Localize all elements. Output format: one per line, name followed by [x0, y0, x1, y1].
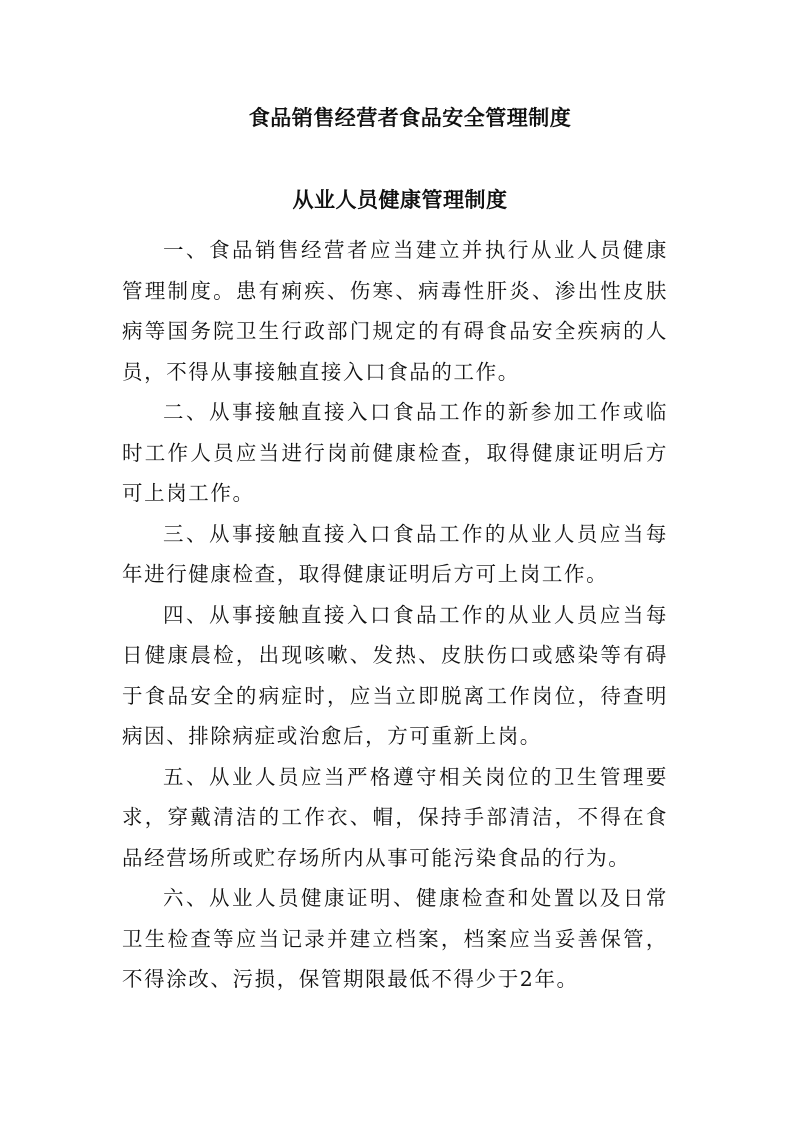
paragraph-1: 一、食品销售经营者应当建立并执行从业人员健康管理制度。患有痢疾、伤寒、病毒性肝炎、渗出性皮肤病等国务院卫生行政部门规定的有碍食品安全疾病的人员，不得从事接触直接入口食品的工作。 — [122, 238, 668, 384]
paragraph-4: 四、从事接触直接入口食品工作的从业人员应当每日健康晨检，出现咳嗽、发热、皮肤伤口或感染等有碍于食品安全的病症时，应当立即脱离工作岗位，待查明病因、排除病症或治愈后，方可重新上岗。 — [122, 602, 668, 748]
paragraph-3: 三、从事接触直接入口食品工作的从业人员应当每年进行健康检查，取得健康证明后方可上岗工作。 — [122, 521, 668, 586]
document-body — [122, 230, 668, 1000]
document-title: 食品销售经营者食品安全管理制度 — [248, 106, 572, 130]
paragraph-6: 六、从业人员健康证明、健康检查和处置以及日常卫生检查等应当记录并建立档案，档案应当妥善保管，不得涂改、污损，保管期限最低不得少于2年。 — [122, 886, 668, 991]
paragraph-2: 二、从事接触直接入口食品工作的新参加工作或临时工作人员应当进行岗前健康检查，取得健康证明后方可上岗工作。 — [122, 400, 668, 505]
paragraph-5: 五、从业人员应当严格遵守相关岗位的卫生管理要求，穿戴清洁的工作衣、帽，保持手部清洁，不得在食品经营场所或贮存场所内从事可能污染食品的行为。 — [122, 764, 668, 870]
section-title: 从业人员健康管理制度 — [292, 188, 508, 212]
